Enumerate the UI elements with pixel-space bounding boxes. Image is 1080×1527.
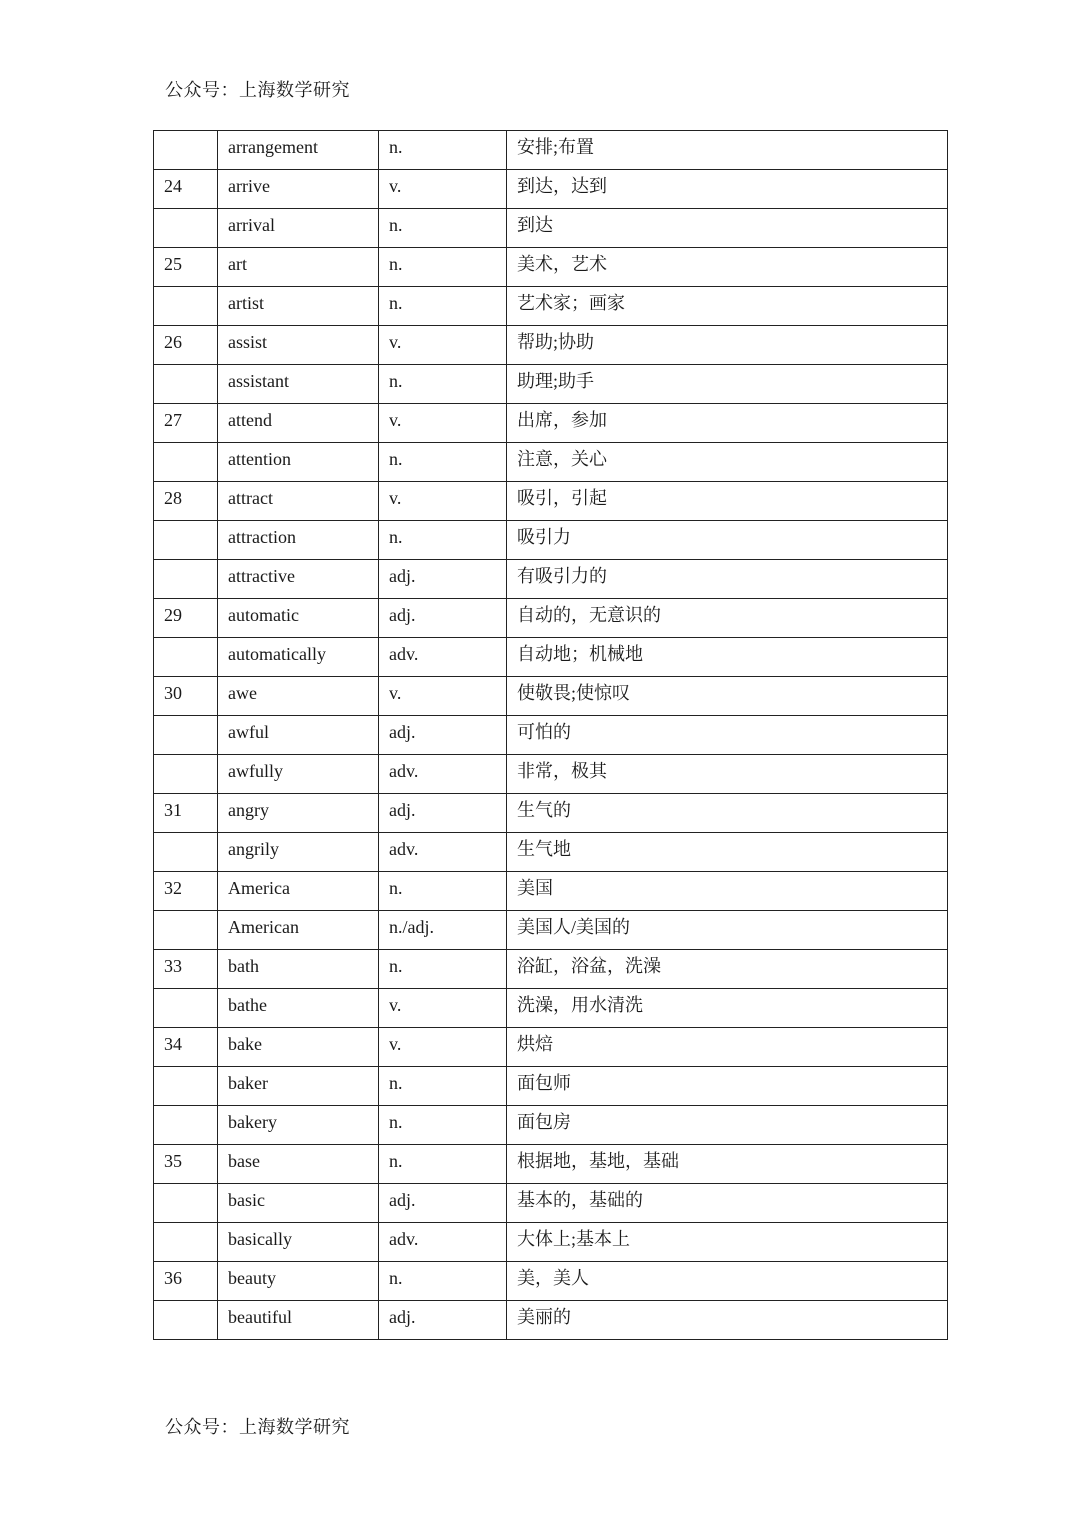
english-word: artist xyxy=(218,287,379,326)
part-of-speech: n. xyxy=(379,365,507,404)
english-word: arrangement xyxy=(218,131,379,170)
chinese-meaning: 吸引力 xyxy=(507,521,948,560)
entry-number: 34 xyxy=(154,1028,218,1067)
page-footer: 公众号：上海数学研究 xyxy=(165,1417,350,1437)
chinese-meaning: 帮助;协助 xyxy=(507,326,948,365)
table-row xyxy=(154,1106,948,1145)
part-of-speech: n. xyxy=(379,950,507,989)
part-of-speech: adj. xyxy=(379,716,507,755)
chinese-meaning: 洗澡，用水清洗 xyxy=(507,989,948,1028)
entry-number: 24 xyxy=(154,170,218,209)
english-word: bath xyxy=(218,950,379,989)
entry-number xyxy=(154,560,218,599)
table-row xyxy=(154,443,948,482)
table-row xyxy=(154,287,948,326)
part-of-speech: n. xyxy=(379,287,507,326)
entry-number xyxy=(154,1067,218,1106)
chinese-meaning: 生气的 xyxy=(507,794,948,833)
entry-number: 32 xyxy=(154,872,218,911)
english-word: attract xyxy=(218,482,379,521)
entry-number: 31 xyxy=(154,794,218,833)
english-word: assistant xyxy=(218,365,379,404)
chinese-meaning: 烘焙 xyxy=(507,1028,948,1067)
table-row xyxy=(154,950,948,989)
chinese-meaning: 美国 xyxy=(507,872,948,911)
table-row xyxy=(154,989,948,1028)
english-word: American xyxy=(218,911,379,950)
english-word: angrily xyxy=(218,833,379,872)
part-of-speech: adv. xyxy=(379,833,507,872)
chinese-meaning: 美术，艺术 xyxy=(507,248,948,287)
entry-number: 28 xyxy=(154,482,218,521)
english-word: assist xyxy=(218,326,379,365)
table-row xyxy=(154,365,948,404)
table-row xyxy=(154,170,948,209)
part-of-speech: adv. xyxy=(379,638,507,677)
table-row xyxy=(154,599,948,638)
table-row xyxy=(154,1184,948,1223)
entry-number xyxy=(154,1106,218,1145)
part-of-speech: adj. xyxy=(379,1184,507,1223)
chinese-meaning: 到达 xyxy=(507,209,948,248)
table-row xyxy=(154,794,948,833)
entry-number xyxy=(154,287,218,326)
table-row xyxy=(154,1028,948,1067)
part-of-speech: v. xyxy=(379,404,507,443)
english-word: basically xyxy=(218,1223,379,1262)
entry-number xyxy=(154,365,218,404)
table-row xyxy=(154,209,948,248)
part-of-speech: n. xyxy=(379,1145,507,1184)
entry-number: 27 xyxy=(154,404,218,443)
part-of-speech: adj. xyxy=(379,599,507,638)
part-of-speech: v. xyxy=(379,170,507,209)
entry-number: 29 xyxy=(154,599,218,638)
table-row xyxy=(154,1145,948,1184)
english-word: America xyxy=(218,872,379,911)
part-of-speech: n. xyxy=(379,521,507,560)
part-of-speech: n. xyxy=(379,131,507,170)
chinese-meaning: 自动的，无意识的 xyxy=(507,599,948,638)
entry-number xyxy=(154,1184,218,1223)
english-word: automatic xyxy=(218,599,379,638)
english-word: angry xyxy=(218,794,379,833)
chinese-meaning: 到达，达到 xyxy=(507,170,948,209)
english-word: baker xyxy=(218,1067,379,1106)
part-of-speech: v. xyxy=(379,989,507,1028)
english-word: automatically xyxy=(218,638,379,677)
table-row xyxy=(154,911,948,950)
english-word: basic xyxy=(218,1184,379,1223)
table-row xyxy=(154,1262,948,1301)
chinese-meaning: 有吸引力的 xyxy=(507,560,948,599)
english-word: beautiful xyxy=(218,1301,379,1340)
table-row xyxy=(154,482,948,521)
entry-number: 33 xyxy=(154,950,218,989)
table-row xyxy=(154,1223,948,1262)
part-of-speech: v. xyxy=(379,677,507,716)
table-row xyxy=(154,833,948,872)
table-row xyxy=(154,755,948,794)
part-of-speech: adj. xyxy=(379,560,507,599)
english-word: arrive xyxy=(218,170,379,209)
chinese-meaning: 非常，极其 xyxy=(507,755,948,794)
chinese-meaning: 美丽的 xyxy=(507,1301,948,1340)
entry-number xyxy=(154,716,218,755)
chinese-meaning: 美，美人 xyxy=(507,1262,948,1301)
table-row xyxy=(154,1067,948,1106)
chinese-meaning: 助理;助手 xyxy=(507,365,948,404)
table-row xyxy=(154,521,948,560)
chinese-meaning: 艺术家；画家 xyxy=(507,287,948,326)
chinese-meaning: 浴缸，浴盆，洗澡 xyxy=(507,950,948,989)
entry-number xyxy=(154,755,218,794)
part-of-speech: adv. xyxy=(379,755,507,794)
part-of-speech: n. xyxy=(379,1262,507,1301)
english-word: bathe xyxy=(218,989,379,1028)
chinese-meaning: 使敬畏;使惊叹 xyxy=(507,677,948,716)
entry-number xyxy=(154,1223,218,1262)
english-word: base xyxy=(218,1145,379,1184)
english-word: awful xyxy=(218,716,379,755)
english-word: beauty xyxy=(218,1262,379,1301)
entry-number xyxy=(154,833,218,872)
part-of-speech: n. xyxy=(379,248,507,287)
entry-number: 30 xyxy=(154,677,218,716)
entry-number: 25 xyxy=(154,248,218,287)
entry-number xyxy=(154,209,218,248)
table-row xyxy=(154,560,948,599)
table-row xyxy=(154,638,948,677)
chinese-meaning: 基本的，基础的 xyxy=(507,1184,948,1223)
chinese-meaning: 安排;布置 xyxy=(507,131,948,170)
table-row xyxy=(154,677,948,716)
chinese-meaning: 大体上;基本上 xyxy=(507,1223,948,1262)
part-of-speech: adj. xyxy=(379,1301,507,1340)
table-row xyxy=(154,872,948,911)
chinese-meaning: 美国人/美国的 xyxy=(507,911,948,950)
entry-number xyxy=(154,1301,218,1340)
english-word: awe xyxy=(218,677,379,716)
chinese-meaning: 可怕的 xyxy=(507,716,948,755)
part-of-speech: n./adj. xyxy=(379,911,507,950)
chinese-meaning: 出席，参加 xyxy=(507,404,948,443)
entry-number: 36 xyxy=(154,1262,218,1301)
table-row xyxy=(154,716,948,755)
part-of-speech: v. xyxy=(379,1028,507,1067)
part-of-speech: v. xyxy=(379,326,507,365)
english-word: bakery xyxy=(218,1106,379,1145)
english-word: attractive xyxy=(218,560,379,599)
entry-number xyxy=(154,638,218,677)
chinese-meaning: 吸引，引起 xyxy=(507,482,948,521)
chinese-meaning: 自动地；机械地 xyxy=(507,638,948,677)
entry-number xyxy=(154,989,218,1028)
entry-number xyxy=(154,521,218,560)
part-of-speech: n. xyxy=(379,443,507,482)
chinese-meaning: 面包房 xyxy=(507,1106,948,1145)
table-row xyxy=(154,1301,948,1340)
table-row xyxy=(154,248,948,287)
entry-number xyxy=(154,131,218,170)
vocabulary-table-body xyxy=(154,131,948,1340)
part-of-speech: adv. xyxy=(379,1223,507,1262)
chinese-meaning: 生气地 xyxy=(507,833,948,872)
page-header: 公众号：上海数学研究 xyxy=(165,80,350,100)
part-of-speech: n. xyxy=(379,872,507,911)
english-word: arrival xyxy=(218,209,379,248)
part-of-speech: v. xyxy=(379,482,507,521)
entry-number: 26 xyxy=(154,326,218,365)
table-row xyxy=(154,404,948,443)
entry-number: 35 xyxy=(154,1145,218,1184)
chinese-meaning: 面包师 xyxy=(507,1067,948,1106)
part-of-speech: n. xyxy=(379,209,507,248)
chinese-meaning: 根据地，基地，基础 xyxy=(507,1145,948,1184)
english-word: bake xyxy=(218,1028,379,1067)
vocabulary-table xyxy=(153,130,948,1340)
english-word: art xyxy=(218,248,379,287)
entry-number xyxy=(154,443,218,482)
entry-number xyxy=(154,911,218,950)
table-row xyxy=(154,326,948,365)
part-of-speech: n. xyxy=(379,1106,507,1145)
english-word: attention xyxy=(218,443,379,482)
table-row xyxy=(154,131,948,170)
english-word: awfully xyxy=(218,755,379,794)
english-word: attend xyxy=(218,404,379,443)
part-of-speech: adj. xyxy=(379,794,507,833)
part-of-speech: n. xyxy=(379,1067,507,1106)
english-word: attraction xyxy=(218,521,379,560)
chinese-meaning: 注意，关心 xyxy=(507,443,948,482)
